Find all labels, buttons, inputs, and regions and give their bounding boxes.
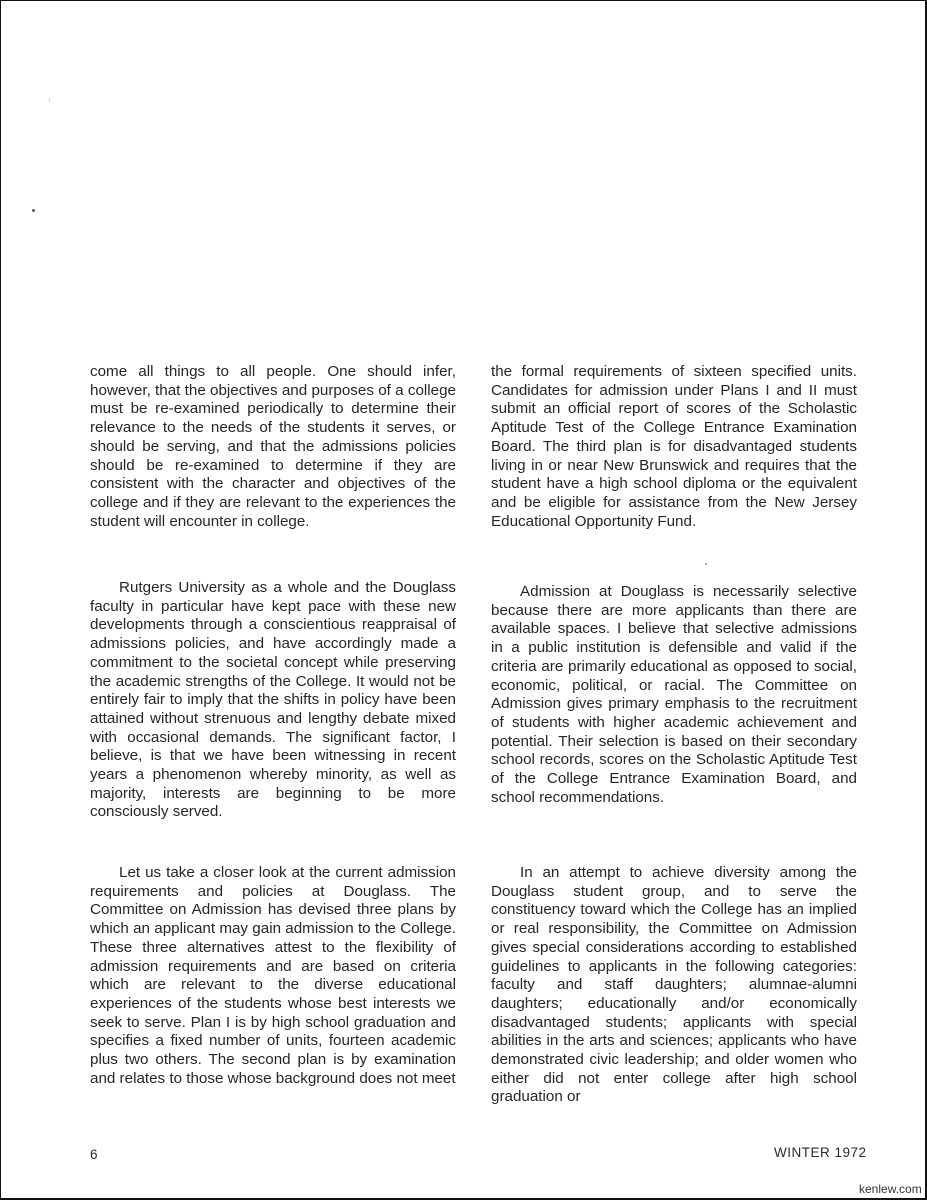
- watermark: kenlew.com: [859, 1182, 922, 1196]
- issue-date: WINTER 1972: [774, 1145, 867, 1160]
- page-number: 6: [90, 1147, 99, 1162]
- right-paragraph-3: In an attempt to achieve diversity among the Douglass student group, and to serve the constituency toward which the College has an implied or real responsibility, the Committee on Admission gives special considerations according to established guidelines to applicants in the following categories: faculty and staff daughters; alumnae-alumni daughters; educationally and/or economically disadvantaged students; applicants with special abilities in the arts and sciences; applicants who have demonstrated civic leadership; and older women who either did not enter college after high school graduation or: [491, 864, 857, 1106]
- print-speck: [32, 209, 35, 212]
- left-paragraph-1: come all things to all people. One should infer, however, that the objectives and purposes of a college must be re-examined periodically to determine their relevance to the needs of the students it serves, or should be serving, and that the admissions policies should be re-examined to determine if they are consistent with the character and objectives of the college and if they are relevant to the experiences the student will encounter in college.: [90, 363, 456, 530]
- left-paragraph-2: Rutgers University as a whole and the Douglass faculty in particular have kept pace with these new developments through a conscientious reappraisal of admissions policies, and have accordingly made a commitment to the societal concept while preserving the academic strengths of the College. It would not be entirely fair to imply that the shifts in policy have been attained without strenuous and lengthy debate mixed with occasional demands. The significant factor, I believe, is that we have been witnessing in recent years a phenomenon whereby minority, as well as majority, interests are beginning to be more consciously served.: [90, 579, 456, 821]
- left-paragraph-3: Let us take a closer look at the current admission requirements and policies at Douglass. The Committee on Admission has devised three plans by which an applicant may gain admission to the College. These three alternatives attest to the flexibility of admission requirements and are based on criteria which are relevant to the diverse educational experiences of the students whose best interests we seek to serve. Plan I is by high school graduation and specifies a fixed number of units, fourteen academic plus two others. The second plan is by examination and relates to those whose background does not meet: [90, 864, 456, 1087]
- print-speck: [49, 99, 50, 102]
- right-paragraph-1: the formal requirements of sixteen specified units. Candidates for admission under Plans I and II must submit an official report of scores of the Scholastic Aptitude Test of the College Entrance Examination Board. The third plan is for disadvantaged students living in or near New Brunswick and requires that the student have a high school diploma or the equivalent and be eligible for assistance from the New Jersey Educational Opportunity Fund.: [491, 363, 857, 530]
- print-speck: [705, 563, 707, 565]
- right-paragraph-2: Admission at Douglass is necessarily selective because there are more applicants than there are available spaces. I believe that selective admissions in a public institution is defensible and valid if the criteria are primarily educational as opposed to social, economic, political, or racial. The Committee on Admission gives primary emphasis to the recruitment of students with higher academic achievement and potential. Their selection is based on their secondary school records, scores on the Scholastic Aptitude Test of the College Entrance Examination Board, and school recommendations.: [491, 583, 857, 806]
